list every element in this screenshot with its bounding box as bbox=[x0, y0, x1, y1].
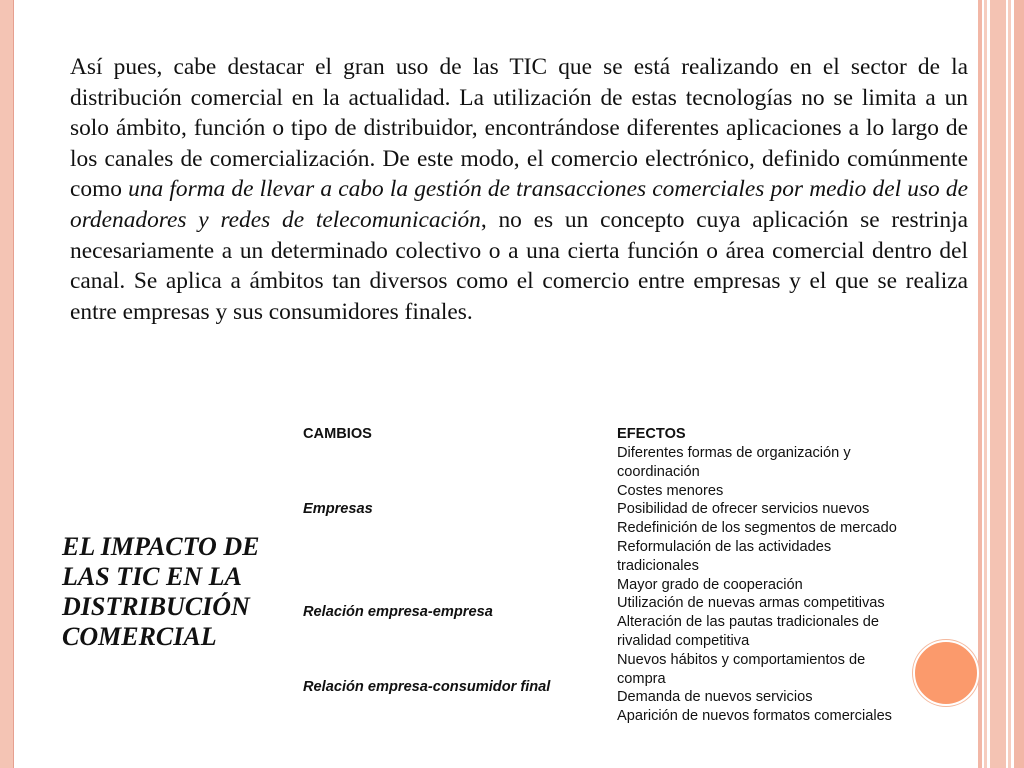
efecto-line: Mayor grado de cooperación bbox=[617, 576, 803, 593]
side-title-line: DISTRIBUCIÓN bbox=[62, 592, 250, 621]
stripe bbox=[1014, 0, 1024, 768]
right-decorative-stripes bbox=[978, 0, 1024, 768]
efecto-line: Costes menores bbox=[617, 482, 724, 499]
efecto-line: Nuevos hábitos y comportamientos de bbox=[617, 651, 866, 668]
side-title bbox=[62, 532, 302, 652]
efecto-line: Alteración de las pautas tradicionales de bbox=[617, 614, 880, 631]
efecto-line: tradicionales bbox=[617, 557, 699, 574]
stripe bbox=[1008, 0, 1011, 768]
efecto-line: Demanda de nuevos servicios bbox=[617, 689, 813, 706]
header-efectos: EFECTOS bbox=[617, 426, 686, 442]
paragraph-italic-definition: una forma de llevar a cabo la gestión de transacciones comerciales por medio del uso de ordenadores y redes de telecomunicación bbox=[70, 176, 968, 233]
efecto-line: Utilización de nuevas armas competitivas bbox=[617, 595, 885, 612]
left-decorative-border bbox=[0, 0, 14, 768]
efecto-line: rivalidad competitiva bbox=[617, 632, 750, 649]
paragraph-text-2: , no es un concepto cuya aplicación se restrinja necesariamente a un determinado colectivo o a una cierta función o área comercial dentro del canal. Se aplica a ámbitos tan diversos como el comercio entre empresas y el que se realiza entre empresas y sus consumidores finales. bbox=[70, 206, 968, 325]
efecto-line: Redefinición de los segmentos de mercado bbox=[617, 520, 897, 537]
stripe bbox=[990, 0, 1006, 768]
efecto-line: Posibilidad de ofrecer servicios nuevos bbox=[617, 501, 870, 518]
efecto-line: Reformulación de las actividades bbox=[617, 538, 832, 555]
orange-circle-decoration bbox=[913, 640, 979, 706]
cambio-empresa-empresa: Relación empresa-empresa bbox=[303, 604, 493, 620]
side-title-line: LAS TIC EN LA bbox=[62, 562, 242, 591]
efectos-list bbox=[617, 444, 937, 726]
paragraph-text-1: Así pues, cabe destacar el gran uso de las TIC que se está realizando en el sector de la distribución comercial en la actualidad. La utilización de estas tecnologías no se limita a un solo ámbito, función o tipo de distribuidor, encontrándose diferentes aplicaciones a lo largo de los canales de comercialización. De este modo, el comercio electrónico, definido comúnmente como bbox=[70, 54, 968, 203]
side-title-line: EL IMPACTO DE bbox=[62, 532, 260, 561]
efecto-line: coordinación bbox=[617, 463, 700, 480]
cambio-empresa-consumidor: Relación empresa-consumidor final bbox=[303, 679, 551, 695]
side-title-line: COMERCIAL bbox=[62, 622, 217, 651]
efecto-line: compra bbox=[617, 670, 666, 687]
header-cambios: CAMBIOS bbox=[303, 426, 372, 442]
body-paragraph bbox=[70, 52, 968, 327]
efecto-line: Aparición de nuevos formatos comerciales bbox=[617, 708, 892, 725]
stripe bbox=[984, 0, 987, 768]
stripe bbox=[978, 0, 982, 768]
efecto-line: Diferentes formas de organización y bbox=[617, 445, 851, 461]
cambio-empresas: Empresas bbox=[303, 501, 373, 517]
